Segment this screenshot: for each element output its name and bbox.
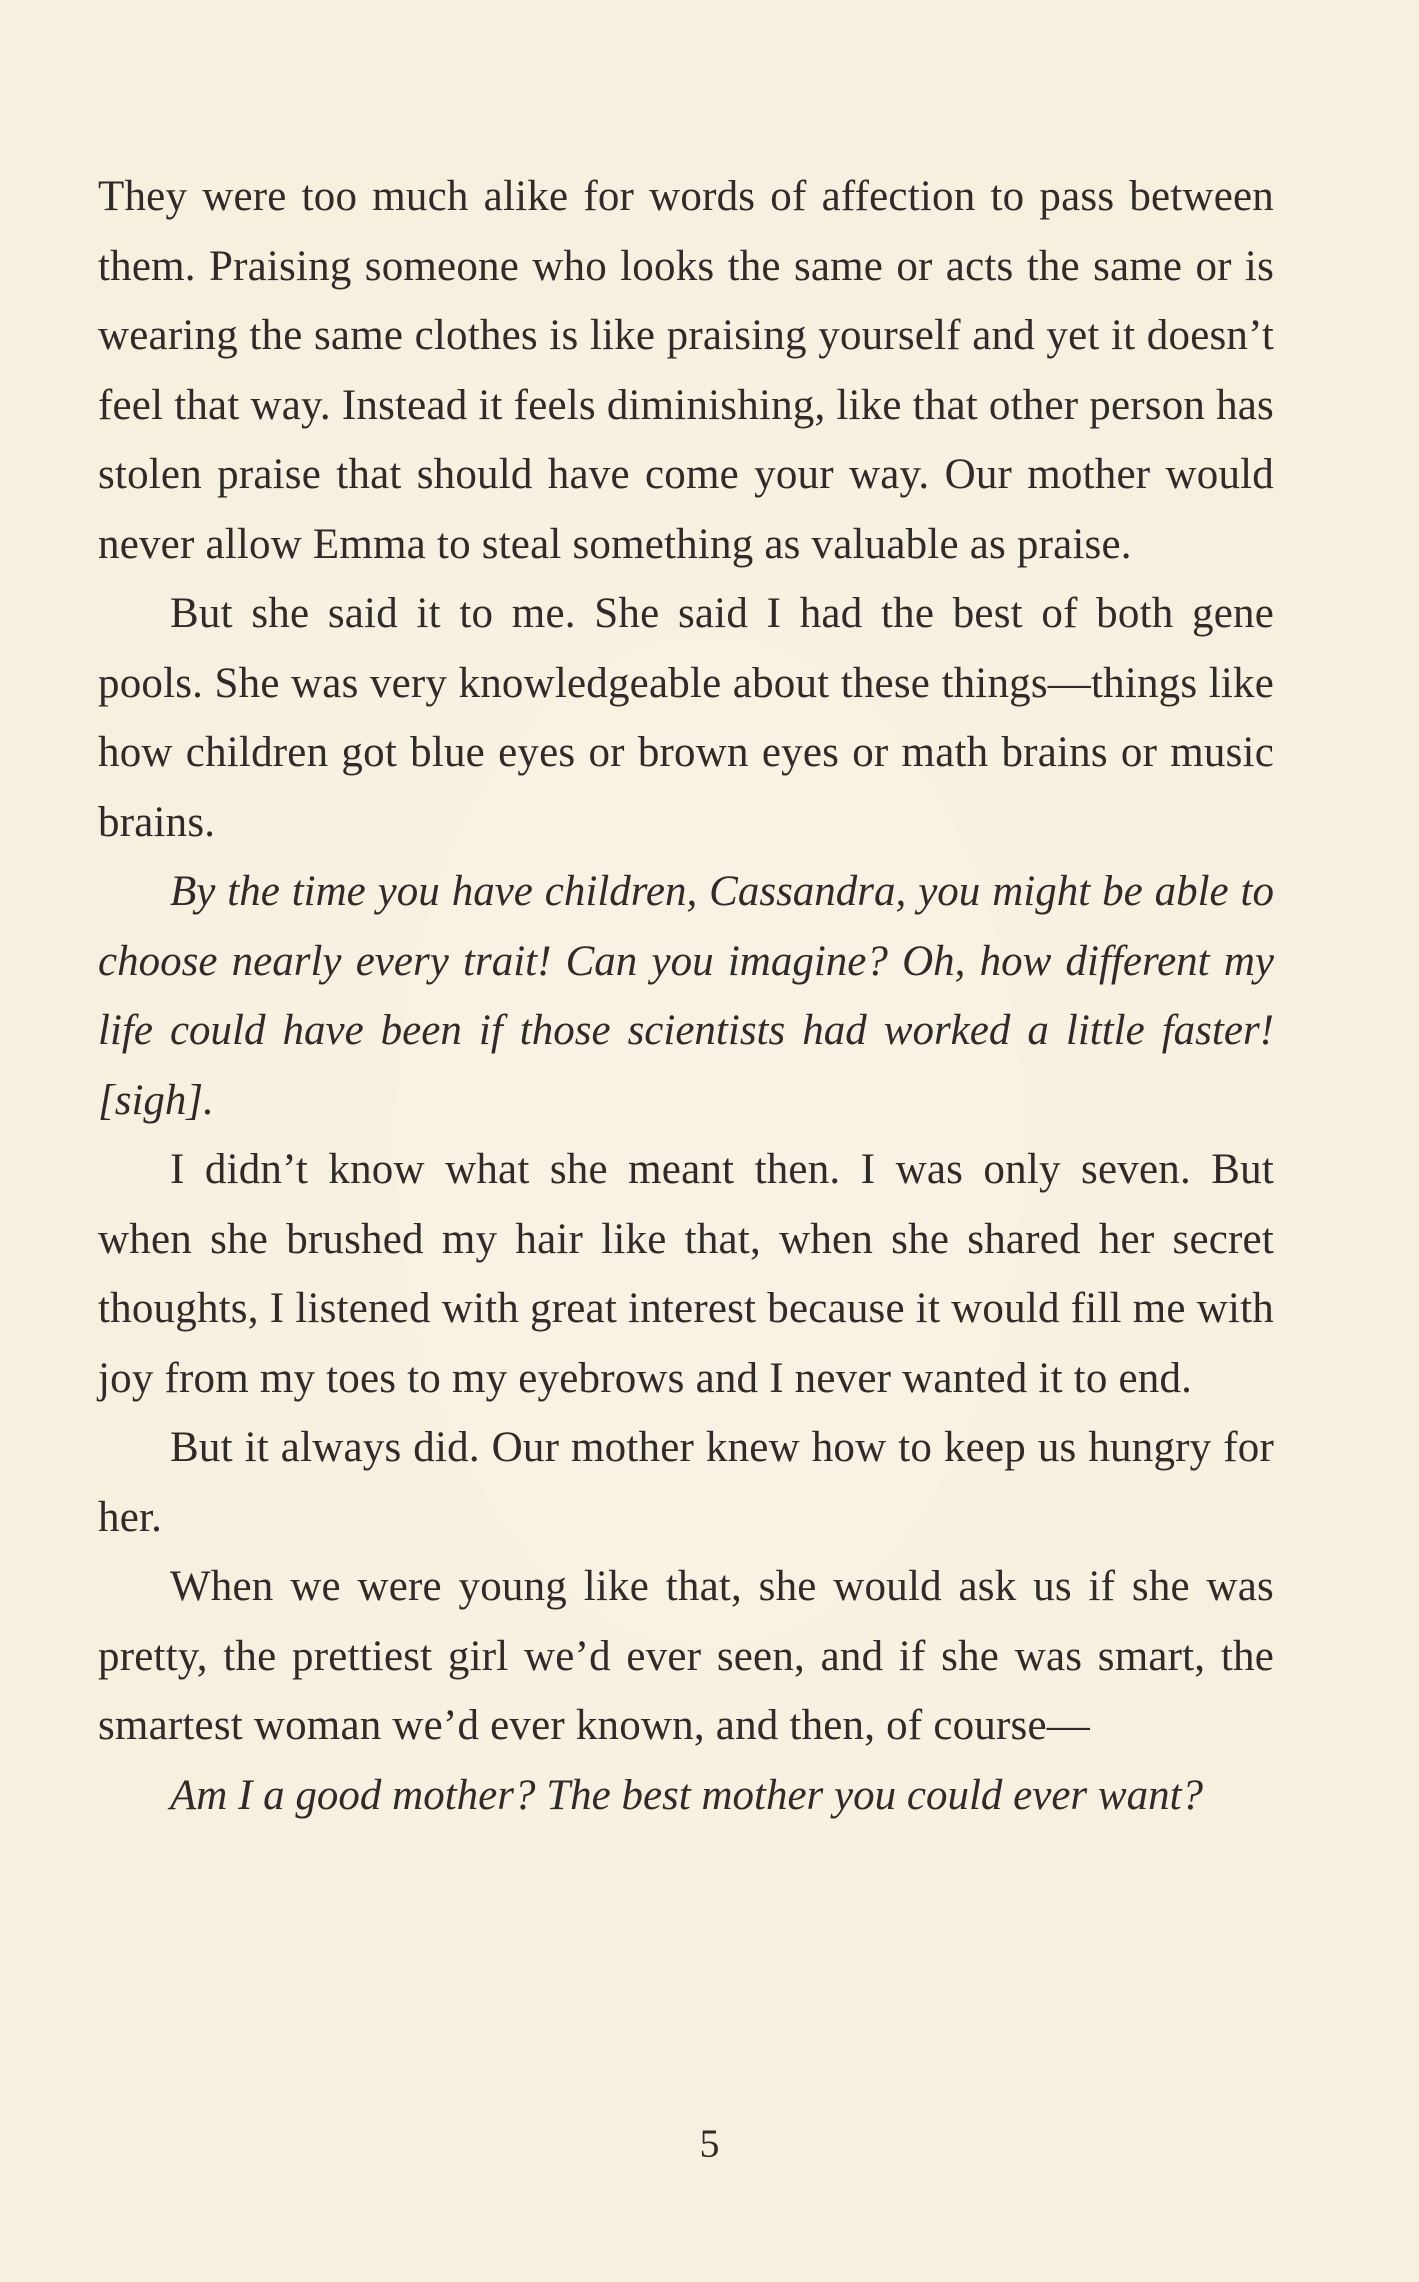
paragraph: I didn’t know what she meant then. I was only seven. But when she brushed my hair like that, when she shared her secret thoughts, I listened with great interest because it would fill me with joy from my toes to my eyebrows and I never wanted it to end. [98,1146,1274,1402]
paragraph: They were too much alike for words of affection to pass between them. Praising someone who looks the same or acts the same or is wearing the same clothes is like praising yourself and yet it doesn’t feel that way. Instead it feels diminishing, like that other person has stolen praise that should have come your way. Our mother would never allow Emma to steal something as valuable as praise. [98,173,1274,568]
paragraph-italic: Am I a good mother? The best mother you could ever want? [170,1771,1204,1819]
paragraph: But she said it to me. She said I had the best of both gene pools. She was very knowledgeable about these things—things like how children got blue eyes or brown eyes or math brains or music brains. [98,590,1274,846]
body-text [98,162,1274,1830]
page-number: 5 [699,2121,720,2166]
paragraph: When we were young like that, she would ask us if she was pretty, the prettiest girl we’d ever seen, and if she was smart, the smartest woman we’d ever known, and then, of course— [98,1563,1274,1749]
paragraph-italic: By the time you have children, Cassandra, you might be able to choose nearly every trait! Can you imagine? Oh, how different my life could have been if those scientists had worked a little faster! [sigh]. [98,868,1274,1124]
paragraph: But it always did. Our mother knew how to keep us hungry for her. [98,1424,1274,1541]
